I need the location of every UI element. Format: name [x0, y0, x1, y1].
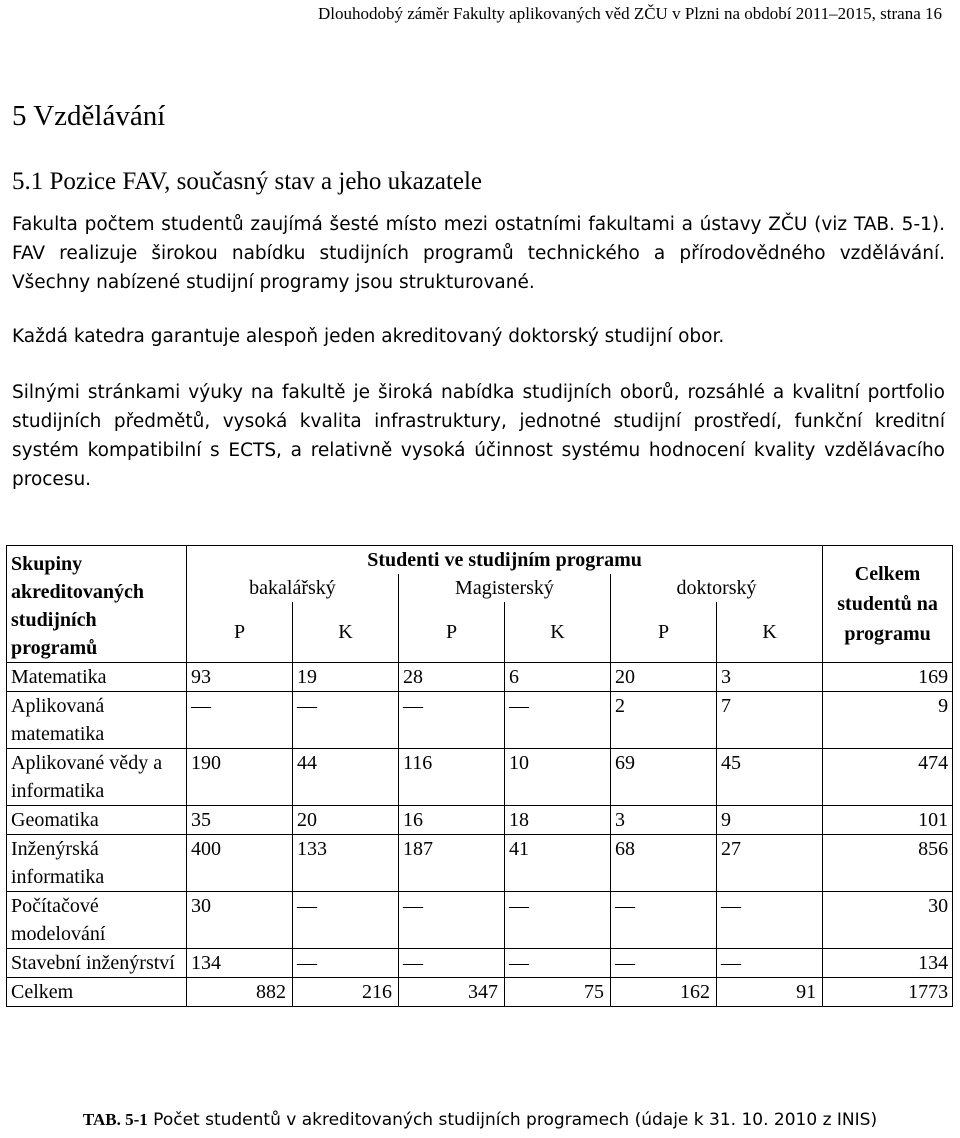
- student-count-cell: —: [505, 949, 611, 978]
- student-count-cell: 75: [505, 978, 611, 1007]
- student-count-cell: 3: [611, 806, 717, 835]
- student-count-cell: 44: [293, 749, 399, 806]
- student-count-cell: 216: [293, 978, 399, 1007]
- student-count-cell: 2: [611, 692, 717, 749]
- student-count-cell: —: [187, 692, 293, 749]
- row-total: 9: [823, 692, 953, 749]
- student-count-cell: 187: [399, 835, 505, 892]
- table-row: [7, 949, 953, 978]
- header-form: K: [293, 602, 399, 663]
- student-count-cell: 882: [187, 978, 293, 1007]
- student-count-cell: 20: [293, 806, 399, 835]
- program-name: Aplikovaná matematika: [7, 692, 187, 749]
- header-level-doctoral: doktorský: [611, 574, 823, 602]
- table-caption: [0, 1110, 960, 1130]
- row-total: 474: [823, 749, 953, 806]
- header-students: Studenti ve studijním programu: [187, 546, 823, 575]
- caption-text: Počet studentů v akreditovaných studijních programech (údaje k 31. 10. 2010 z INIS): [147, 1110, 878, 1130]
- student-count-cell: 93: [187, 663, 293, 692]
- student-count-cell: 116: [399, 749, 505, 806]
- student-count-cell: 27: [717, 835, 823, 892]
- students-table: [6, 545, 953, 1007]
- section-heading: 5.1 Pozice FAV, současný stav a jeho ukazatele: [12, 168, 483, 195]
- student-count-cell: —: [505, 692, 611, 749]
- row-total: 101: [823, 806, 953, 835]
- student-count-cell: 10: [505, 749, 611, 806]
- student-count-cell: 19: [293, 663, 399, 692]
- student-count-cell: 7: [717, 692, 823, 749]
- student-count-cell: 35: [187, 806, 293, 835]
- caption-label: TAB. 5-1: [82, 1110, 148, 1129]
- header-form: P: [399, 602, 505, 663]
- student-count-cell: —: [399, 892, 505, 949]
- paragraph-1: Fakulta počtem studentů zaujímá šesté místo mezi ostatními fakultami a ústavy ZČU (viz TAB. 5-1). FAV realizuje širokou nabídku studijních programů technického a přírodovědného vzdělávání. Všechny nabízené studijní programy jsou strukturované.: [12, 214, 945, 293]
- student-count-cell: 6: [505, 663, 611, 692]
- student-count-cell: —: [717, 892, 823, 949]
- paragraph-3: Silnými stránkami výuky na fakultě je široká nabídka studijních oborů, rozsáhlé a kvalitní portfolio studijních předmětů, vysoká kvalita infrastruktury, jednotné studijní prostředí, funkční kreditní systém kompatibilní s ECTS, a relativně vysoká účinnost systému hodnocení kvality vzdělávacího procesu.: [12, 382, 945, 490]
- row-total: 30: [823, 892, 953, 949]
- student-count-cell: —: [505, 892, 611, 949]
- program-name: Inženýrská informatika: [7, 835, 187, 892]
- program-name: Stavební inženýrství: [7, 949, 187, 978]
- table-row: [7, 663, 953, 692]
- student-count-cell: 134: [187, 949, 293, 978]
- program-name: Geomatika: [7, 806, 187, 835]
- table-row: [7, 806, 953, 835]
- chapter-heading: 5 Vzdělávání: [12, 100, 166, 132]
- program-name: Počítačové modelování: [7, 892, 187, 949]
- header-total: Celkem studentů na programu: [823, 546, 953, 663]
- header-level-master: Magisterský: [399, 574, 611, 602]
- row-total: 134: [823, 949, 953, 978]
- student-count-cell: 347: [399, 978, 505, 1007]
- student-count-cell: 91: [717, 978, 823, 1007]
- student-count-cell: 45: [717, 749, 823, 806]
- header-program-group: Skupiny akreditovaných studijních programů: [7, 546, 187, 663]
- table-row: [7, 692, 953, 749]
- header-form: K: [505, 602, 611, 663]
- student-count-cell: —: [611, 949, 717, 978]
- program-name: Matematika: [7, 663, 187, 692]
- student-count-cell: —: [611, 892, 717, 949]
- student-count-cell: 190: [187, 749, 293, 806]
- paragraph-2: Každá katedra garantuje alespoň jeden akreditovaný doktorský studijní obor.: [12, 326, 725, 347]
- student-count-cell: 3: [717, 663, 823, 692]
- student-count-cell: —: [293, 692, 399, 749]
- row-total: 1773: [823, 978, 953, 1007]
- row-total: 169: [823, 663, 953, 692]
- student-count-cell: 9: [717, 806, 823, 835]
- table-summary-row: [7, 978, 953, 1007]
- student-count-cell: 162: [611, 978, 717, 1007]
- student-count-cell: 400: [187, 835, 293, 892]
- table-row: [7, 835, 953, 892]
- student-count-cell: 69: [611, 749, 717, 806]
- student-count-cell: 41: [505, 835, 611, 892]
- student-count-cell: 16: [399, 806, 505, 835]
- student-count-cell: —: [399, 692, 505, 749]
- student-count-cell: —: [293, 892, 399, 949]
- table-row: [7, 892, 953, 949]
- page-header: Dlouhodobý záměr Fakulty aplikovaných věd ZČU v Plzni na období 2011–2015, strana 16: [317, 4, 942, 23]
- student-count-cell: 28: [399, 663, 505, 692]
- header-form: K: [717, 602, 823, 663]
- student-count-cell: 18: [505, 806, 611, 835]
- student-count-cell: —: [717, 949, 823, 978]
- header-form: P: [187, 602, 293, 663]
- student-count-cell: 30: [187, 892, 293, 949]
- program-name: Celkem: [7, 978, 187, 1007]
- header-form: P: [611, 602, 717, 663]
- student-count-cell: 133: [293, 835, 399, 892]
- student-count-cell: 68: [611, 835, 717, 892]
- header-level-bachelor: bakalářský: [187, 574, 399, 602]
- row-total: 856: [823, 835, 953, 892]
- student-count-cell: —: [399, 949, 505, 978]
- program-name: Aplikované vědy a informatika: [7, 749, 187, 806]
- table-row: [7, 749, 953, 806]
- student-count-cell: 20: [611, 663, 717, 692]
- student-count-cell: —: [293, 949, 399, 978]
